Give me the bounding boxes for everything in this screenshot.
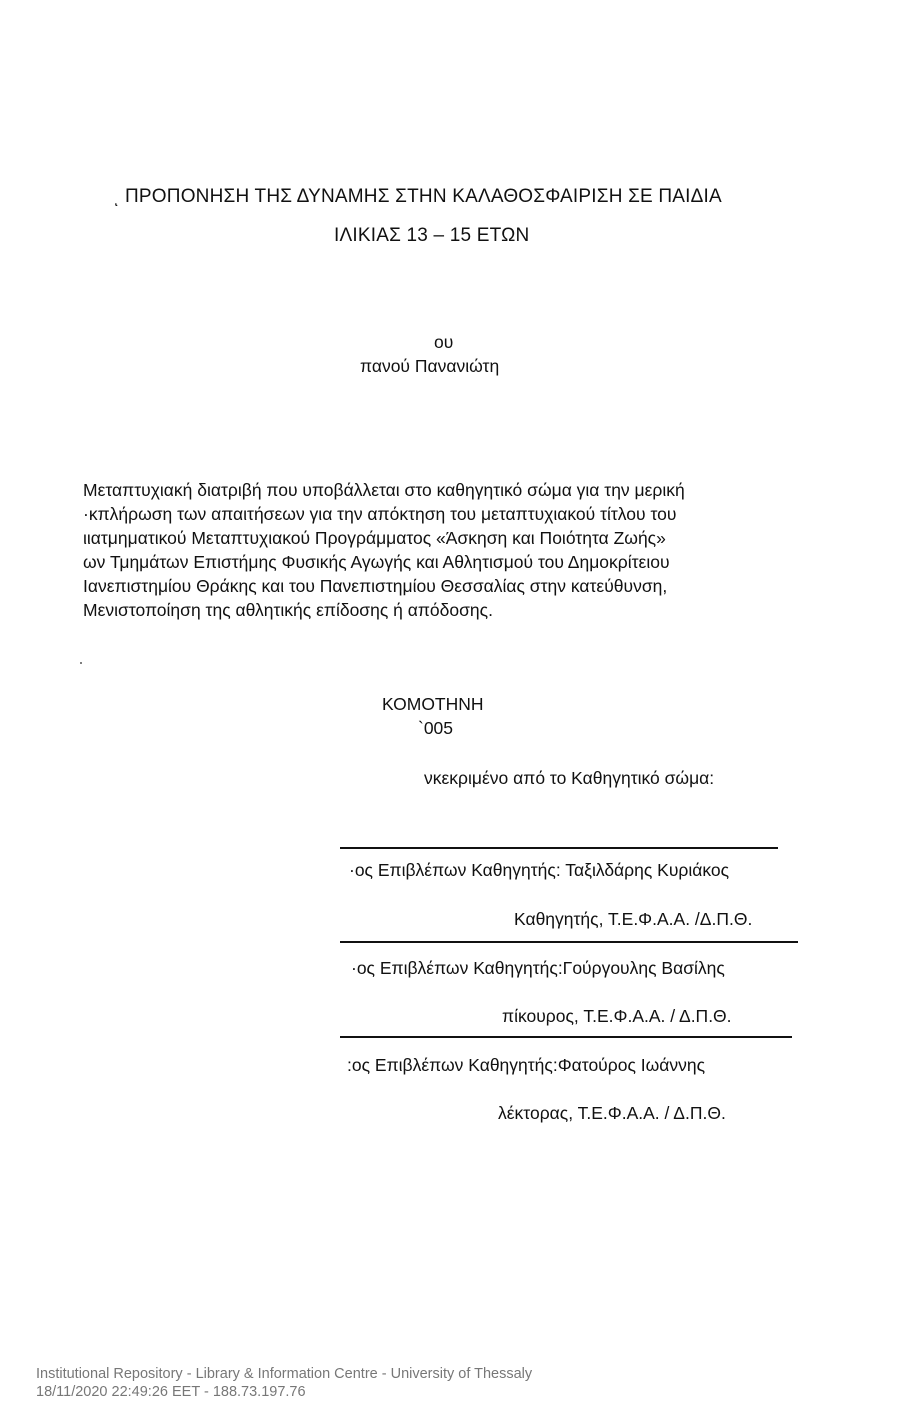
description-line: ων Τμημάτων Επιστήμης Φυσικής Αγωγής και Αθλητισμού του Δημοκρίτειου bbox=[83, 552, 670, 572]
committee-member-3-role: :ος Επιβλέπων Καθηγητής:Φατούρος Ιωάννης bbox=[347, 1055, 706, 1075]
description-line: ·κπλήρωση των απαιτήσεων για την απόκτηση του μεταπτυχιακού τίτλου του bbox=[83, 504, 677, 524]
committee-member-1-role: ·ος Επιβλέπων Καθηγητής: Ταξιλδάρης Κυριάκος bbox=[349, 860, 730, 880]
author-prefix: ου bbox=[434, 332, 454, 352]
repository-footer-line-2: 18/11/2020 22:49:26 EET - 188.73.197.76 bbox=[36, 1384, 306, 1400]
place-name: ΚΟΜΟΤΗΝΗ bbox=[382, 694, 484, 714]
scan-speck bbox=[80, 662, 82, 664]
description-line: Ιανεπιστημίου Θράκης και του Πανεπιστημίου Θεσσαλίας στην κατεύθυνση, bbox=[83, 576, 668, 596]
signature-line bbox=[340, 847, 778, 849]
description-line: Μεταπτυχιακή διατριβή που υποβάλλεται στο καθηγητικό σώμα για την μερική bbox=[83, 480, 685, 500]
signature-line bbox=[340, 1036, 792, 1038]
author-name: πανού Πανανιώτη bbox=[360, 356, 500, 376]
committee-member-2-title: πίκουρος, Τ.Ε.Φ.Α.Α. / Δ.Π.Θ. bbox=[502, 1006, 732, 1026]
description-line: ιιατμηματικού Μεταπτυχιακού Προγράμματος «Άσκηση και Ποιότητα Ζωής» bbox=[83, 528, 666, 548]
repository-footer-line-1: Institutional Repository - Library & Information Centre - University of Thessaly bbox=[36, 1366, 533, 1382]
committee-member-2-role: ·ος Επιβλέπων Καθηγητής:Γούργουλης Βασίλης bbox=[351, 958, 725, 978]
year: `005 bbox=[418, 718, 454, 738]
approved-by-label: νκεκριμένο από το Καθηγητικό σώμα: bbox=[424, 768, 715, 788]
signature-line bbox=[340, 941, 798, 943]
committee-member-1-title: Καθηγητής, Τ.Ε.Φ.Α.Α. /Δ.Π.Θ. bbox=[514, 909, 753, 929]
thesis-title-line-1: ͺ ΠΡΟΠΟΝΗΣΗ ΤΗΣ ΔΥΝΑΜΗΣ ΣΤΗΝ ΚΑΛΑΘΟΣΦΑΙΡΙΣΗ ΣΕ ΠΑΙΔΙΑ bbox=[113, 186, 722, 207]
description-line: Μενιστοποίηση της αθλητικής επίδοσης ή απόδοσης. bbox=[83, 600, 493, 620]
committee-member-3-title: λέκτορας, Τ.Ε.Φ.Α.Α. / Δ.Π.Θ. bbox=[498, 1103, 726, 1123]
thesis-title-line-2: ΙΛΙΚΙΑΣ 13 – 15 ΕΤΩΝ bbox=[334, 225, 530, 246]
